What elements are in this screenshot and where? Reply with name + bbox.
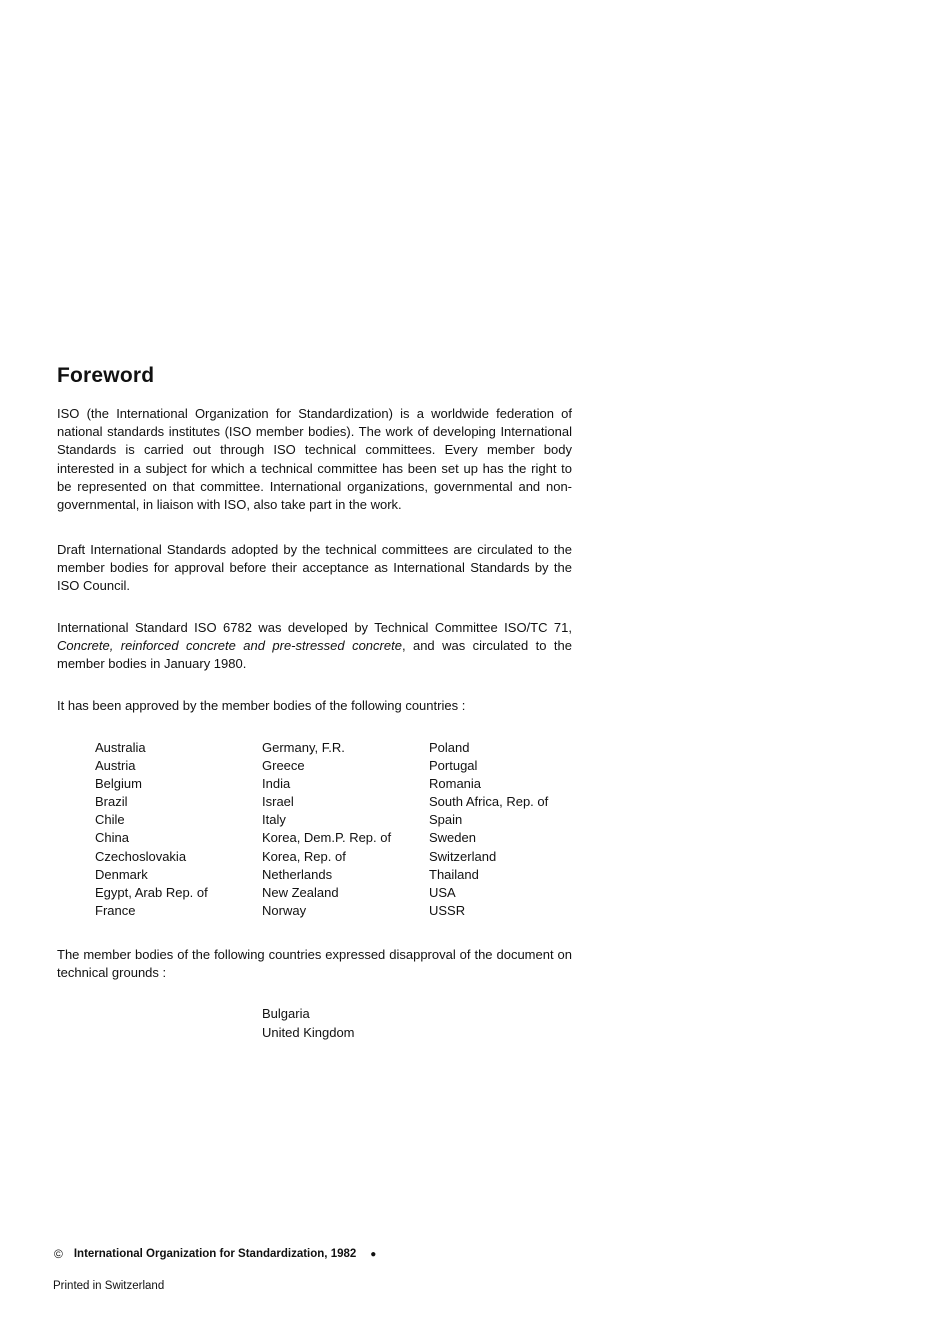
country-item: Korea, Dem.P. Rep. of <box>262 830 392 846</box>
country-item: India <box>262 776 291 792</box>
country-item: Poland <box>429 740 470 755</box>
country-item: New Zealand <box>262 884 339 900</box>
country-item: Spain <box>429 812 463 828</box>
copyright-line <box>54 1247 376 1261</box>
country-item: China <box>95 830 129 846</box>
paragraph-draft-standards: Draft International Standards adopted by the technical committees are circulated to the member bodies for approval before their acceptance as International Standards by the ISO Council. <box>57 542 572 594</box>
country-item: Netherlands <box>262 866 333 882</box>
country-list-column-3 <box>429 739 548 920</box>
page-title: Foreword <box>57 364 155 387</box>
country-item: Romania <box>429 776 482 792</box>
country-list-column-1 <box>95 739 208 920</box>
country-item: USSR <box>429 902 466 918</box>
committee-title: Concrete, reinforced concrete and pre-stressed concrete <box>57 638 402 654</box>
paragraph-standard-info <box>57 619 572 674</box>
country-item: Brazil <box>95 794 128 810</box>
printed-in: Printed in Switzerland <box>53 1280 165 1292</box>
country-item: Italy <box>262 812 286 828</box>
copyright-icon: © <box>54 1247 63 1261</box>
country-item: Switzerland <box>429 848 497 864</box>
country-item: Thailand <box>429 866 479 882</box>
country-item: Egypt, Arab Rep. of <box>95 884 208 900</box>
country-item: South Africa, Rep. of <box>429 794 549 810</box>
disapproving-country-list <box>262 1005 355 1042</box>
country-item: Belgium <box>95 776 142 792</box>
country-item: Australia <box>95 740 146 755</box>
country-item: Germany, F.R. <box>262 740 345 755</box>
country-item: Israel <box>262 794 294 810</box>
country-item: Austria <box>95 758 136 774</box>
country-item: Sweden <box>429 830 476 846</box>
copyright-text: International Organization for Standardization, 1982 <box>73 1248 357 1260</box>
country-item: France <box>95 902 136 918</box>
country-item: Portugal <box>429 758 478 774</box>
country-item: Greece <box>262 758 305 774</box>
paragraph-disapproval: The member bodies of the following countries expressed disapproval of the document on technical grounds : <box>57 947 572 981</box>
paragraph-iso-intro: ISO (the International Organization for Standardization) is a worldwide federation of national standards institutes (ISO member bodies). The work of developing International Standards is carried out through ISO technical committees. Every member body interested in a subject for which a technical committee has been set up has the right to be represented on that committee. International organizations, governmental and non-governmental, in liaison with ISO, also take part in the work. <box>57 406 572 513</box>
standard-info-text-end: , and was circulated to the member bodies in January 1980. <box>57 638 573 672</box>
bullet-icon: ● <box>370 1248 377 1260</box>
standard-info-text: International Standard ISO 6782 was developed by Technical Committee ISO/TC 71, <box>57 620 572 635</box>
country-item: Korea, Rep. of <box>262 848 346 864</box>
country-item: Czechoslovakia <box>95 848 187 864</box>
country-item: Bulgaria <box>262 1006 310 1021</box>
country-item: Chile <box>95 812 125 828</box>
country-item: USA <box>429 884 456 900</box>
paragraph-approval: It has been approved by the member bodies of the following countries : <box>57 698 466 713</box>
country-item: Norway <box>262 902 307 918</box>
country-item: Denmark <box>95 866 148 882</box>
country-list-column-2 <box>262 739 391 920</box>
country-item: United Kingdom <box>262 1024 355 1040</box>
